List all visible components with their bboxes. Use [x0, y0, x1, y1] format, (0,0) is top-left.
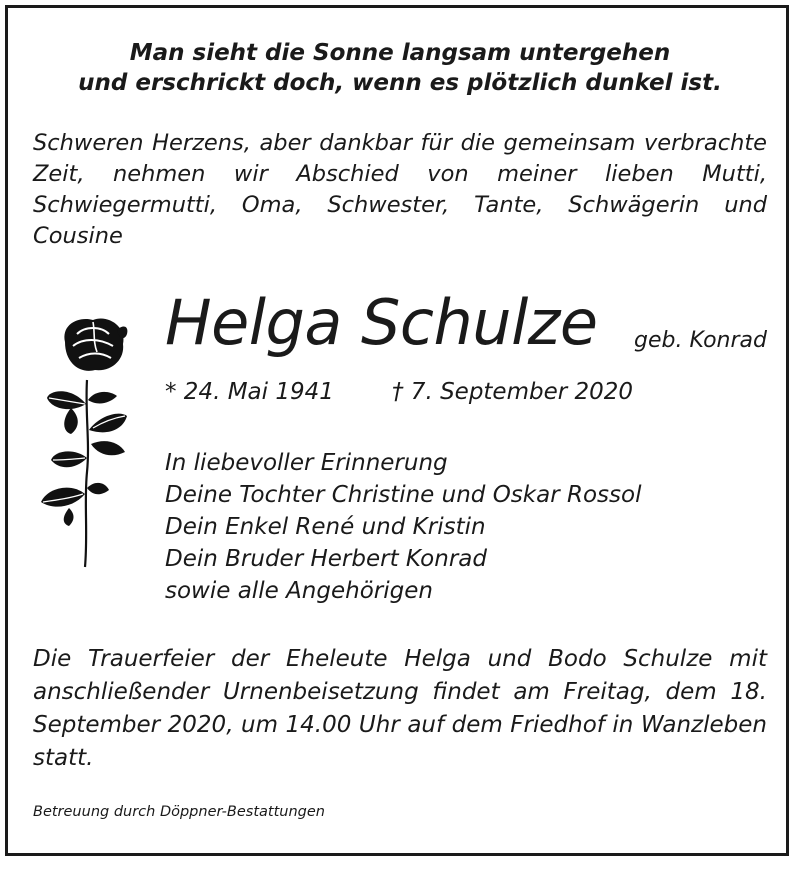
mourner-line: Deine Tochter Christine und Oskar Rossol — [165, 482, 642, 508]
mourners-list — [165, 447, 641, 607]
mourner-line: Dein Bruder Herbert Konrad — [165, 546, 487, 572]
maiden-name: geb. Konrad — [634, 328, 767, 353]
mourner-line: Dein Enkel René und Kristin — [165, 514, 486, 540]
death-date: † 7. September 2020 — [392, 379, 634, 405]
motto-line-2: und erschrickt doch, wenn es plötzlich dunkel ist. — [78, 70, 722, 96]
mourner-line: In liebevoller Erinnerung — [165, 450, 448, 476]
intro-text: Schweren Herzens, aber dankbar für die gemeinsam verbrachte Zeit, nehmen wir Abschied von meiner lieben Mutti, Schwiegermutti, Oma, Schwester, Tante, Schwägerin und Cousine — [33, 130, 767, 249]
deceased-name: Helga Schulze — [165, 286, 598, 359]
rose-icon — [35, 312, 135, 572]
mourner-line: sowie alle Angehörigen — [165, 578, 433, 604]
birth-date: * 24. Mai 1941 — [165, 379, 334, 405]
funeral-notice: Die Trauerfeier der Eheleute Helga und Bodo Schulze mit anschließender Urnenbeisetzung findet am Freitag, dem 18. September 2020, um 14.00 Uhr auf dem Friedhof in Wanzleben statt. — [33, 646, 767, 771]
motto-line-1: Man sieht die Sonne langsam untergehen — [129, 40, 671, 66]
undertaker-credit: Betreuung durch Döppner-Bestattungen — [33, 804, 325, 820]
